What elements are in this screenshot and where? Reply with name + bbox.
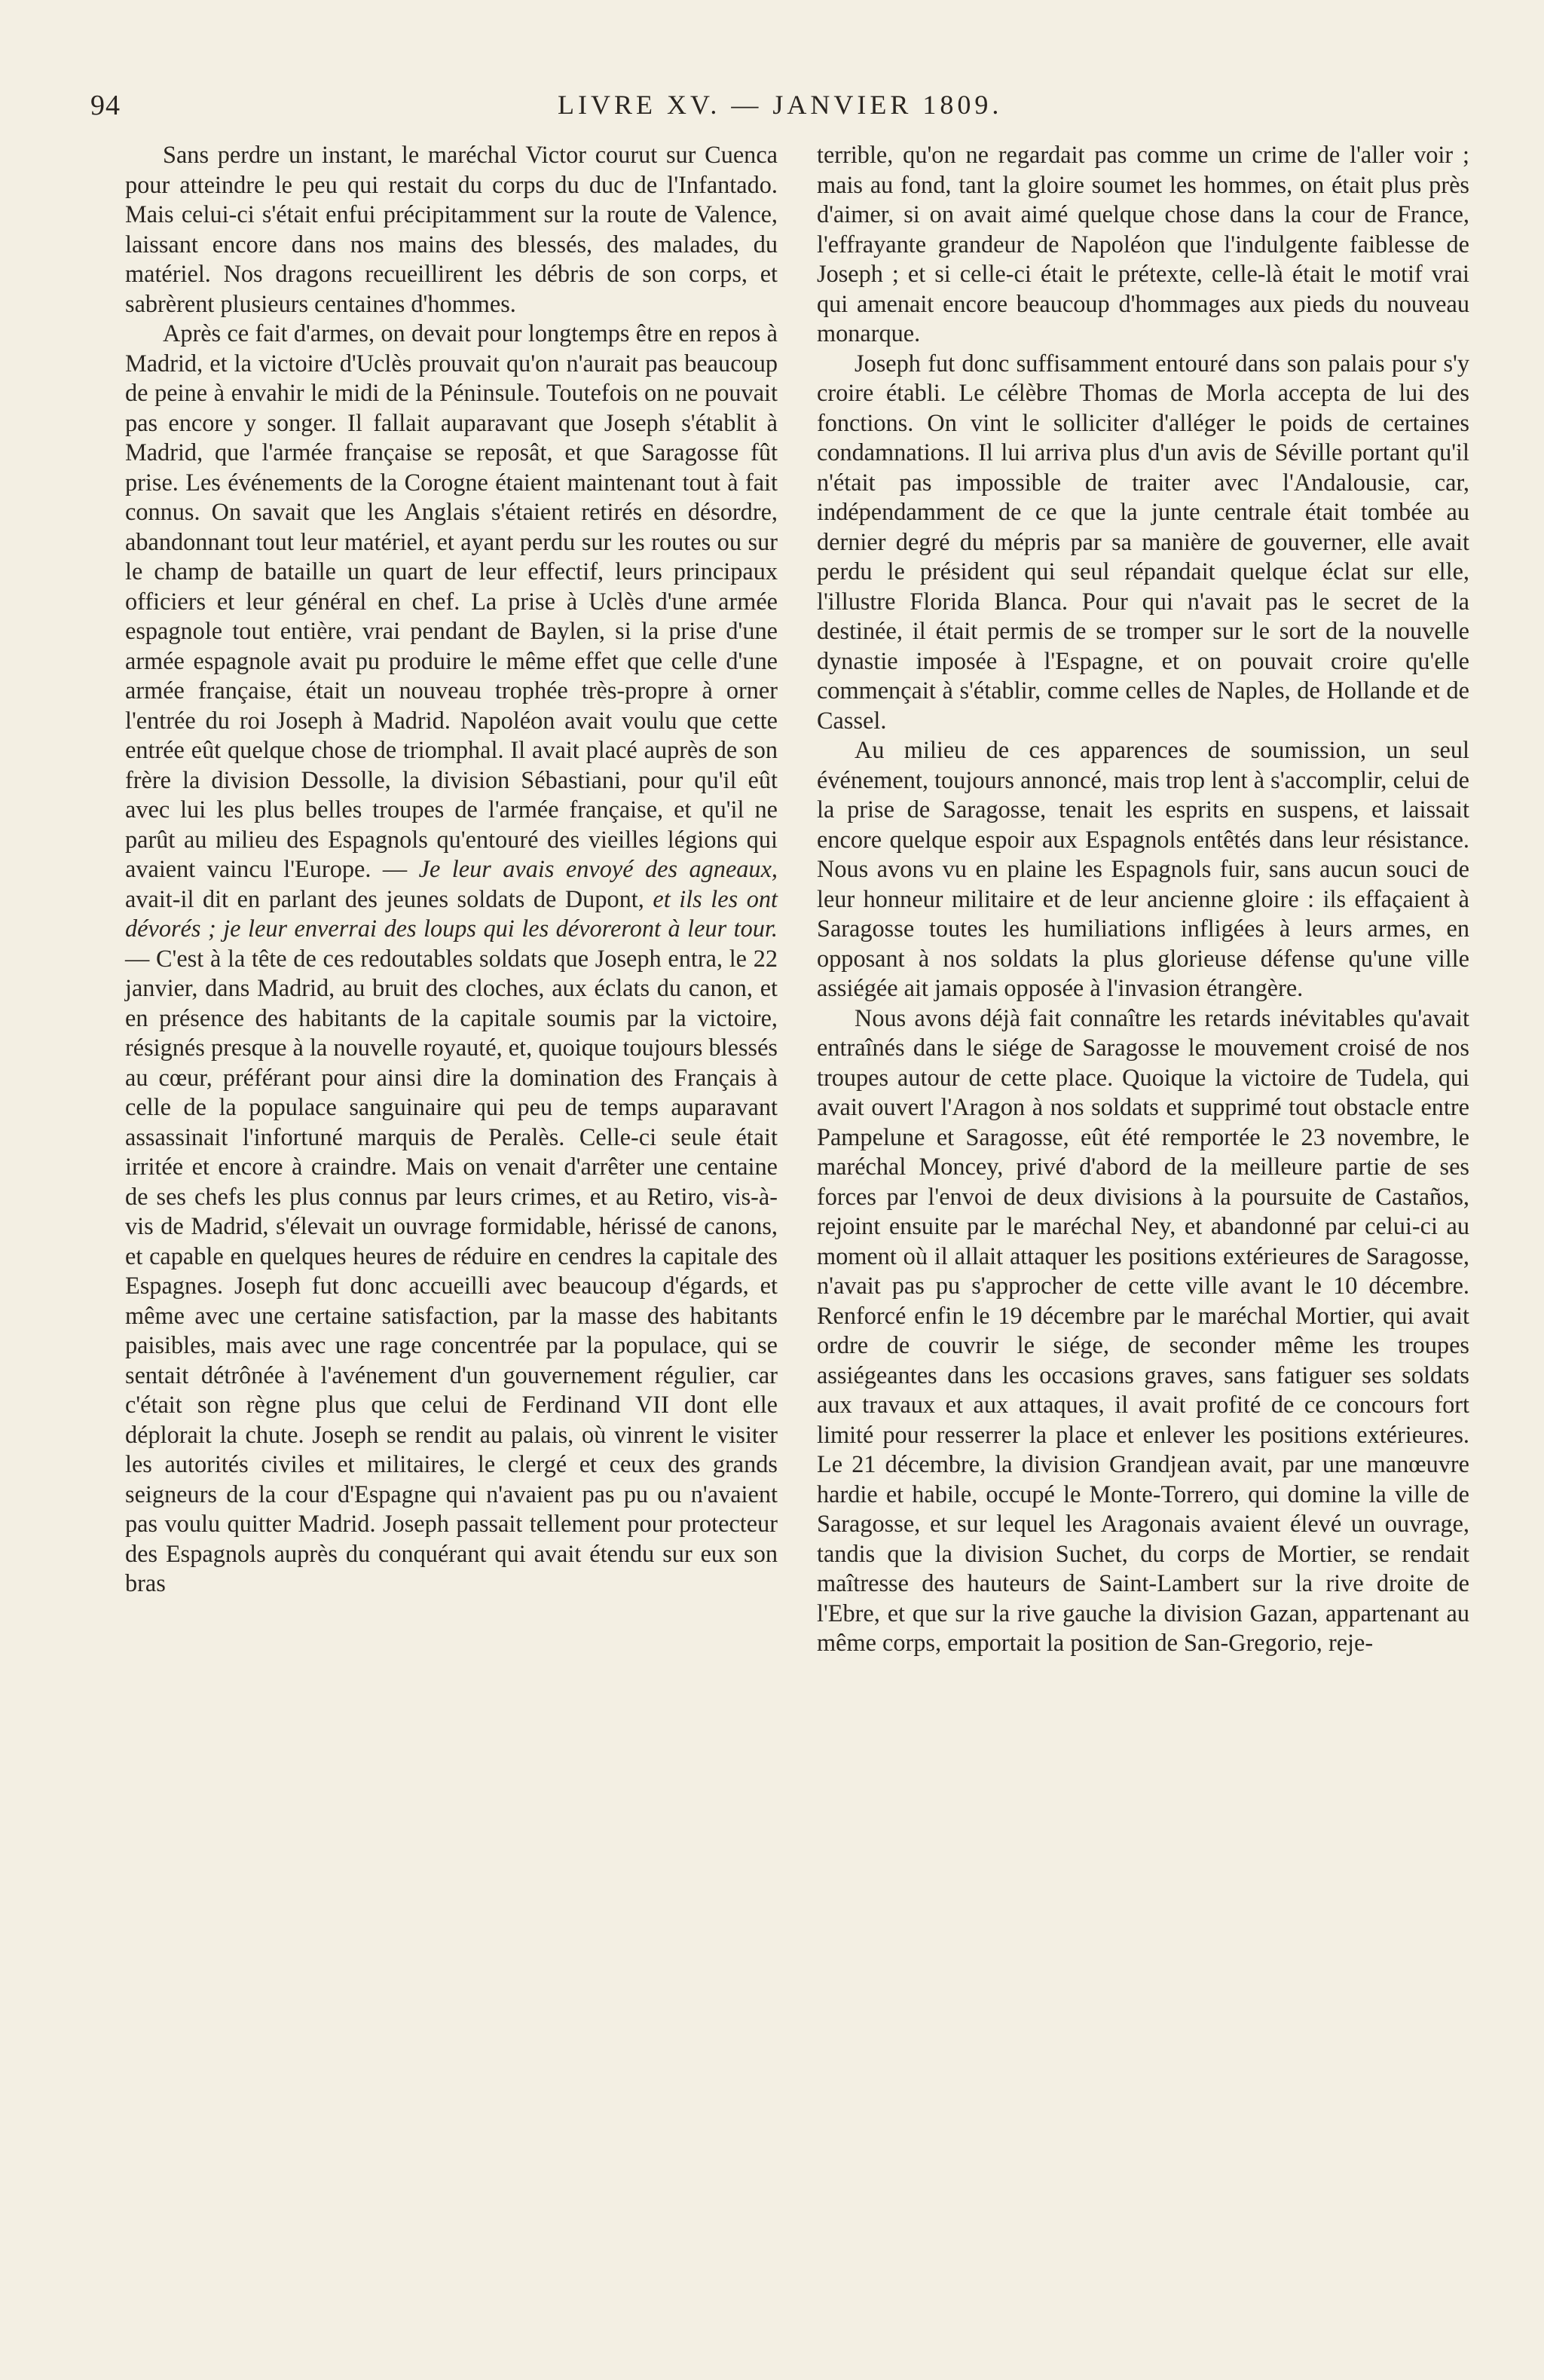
- running-title: LIVRE XV. — JANVIER 1809.: [558, 90, 1003, 120]
- left-column: [125, 140, 778, 1599]
- right-paragraph-4: Nous avons déjà fait connaître les retards inévitables qu'avait entraînés dans le siége de Saragosse le mouvement croisé de nos troupes autour de cette place. Quoique la victoire de Tudela, qui avait ouvert l'Aragon à nos soldats et supprimé tout obstacle entre Pampelune et Saragosse, eût été remportée le 23 novembre, le maréchal Moncey, privé d'abord de la meilleure partie de ses forces par l'envoi de deux divisions à la poursuite de Castaños, rejoint ensuite par le maréchal Ney, et abandonné par celui-ci au moment où il allait attaquer les positions extérieures de Saragosse, n'avait pas pu s'approcher de cette ville avant le 10 décembre. Renforcé enfin le 19 décembre par le maréchal Mortier, qui avait ordre de couvrir le siége, de seconder même les troupes assiégeantes dans les occasions graves, sans fatiguer ses soldats aux travaux et aux attaques, il avait profité de ce concours fort limité pour resserrer la place et enlever les positions extérieures. Le 21 décembre, la division Grandjean avait, par une manœuvre hardie et habile, occupé le Monte-Torrero, qui domine la ville de Saragosse, et sur lequel les Aragonais avaient élevé un ouvrage, tandis que la division Suchet, du corps de Mortier, se rendait maîtresse des hauteurs de Saint-Lambert sur la rive droite de l'Ebre, et que sur la rive gauche la division Gazan, appartenant au même corps, emportait la position de San-Gregorio, reje-: [817, 1004, 1469, 1656]
- left-paragraph-2-text-c: — C'est à la tête de ces redoutables soldats que Joseph entra, le 22 janvier, dans Madrid, au bruit des cloches, aux éclats du canon, et en présence des habitants de la capitale soumis par la victoire, résignés presque à la nouvelle royauté, et, quoique toujours blessés au cœur, préférant pour ainsi dire la domination des Français à celle de la populace sanguinaire qui peu de temps auparavant assassinait l'infortuné marquis de Peralès. Celle-ci seule était irritée et encore à craindre. Mais on venait d'arrêter une centaine de ses chefs les plus connus par leurs crimes, et au Retiro, vis-à-vis de Madrid, s'élevait un ouvrage formidable, hérissé de canons, et capable en quelques heures de réduire en cendres la capitale des Espagnes. Joseph fut donc accueilli avec beaucoup d'égards, et même avec une certaine satisfaction, par la masse des habitants paisibles, mais avec une rage concentrée par la populace, qui se sentait détrônée à l'avénement d'un gouvernement régulier, car c'était son règne plus que celui de Ferdinand VII dont elle déplorait la chute. Joseph se rendit au palais, où vinrent le visiter les autorités civiles et militaires, le clergé et ceux des grands seigneurs de la cour d'Espagne qui n'avaient pas pu ou n'avaient pas voulu quitter Madrid. Joseph passait tellement pour protecteur des Espagnols auprès du conquérant qui avait étendu sur eux son bras: [125, 944, 778, 1596]
- right-paragraph-3: Au milieu de ces apparences de soumission, un seul événement, toujours annoncé, mais trop lent à s'accomplir, celui de la prise de Saragosse, tenait les esprits en suspens, et laissait encore quelque espoir aux Espagnols entêtés dans leur résistance. Nous avons vu en plaine les Espagnols fuir, sans aucun souci de leur honneur militaire et de leur ancienne gloire : ils effaçaient à Saragosse toutes les humiliations infligées à leurs armes, en opposant à nos soldats la plus glorieuse défense qu'une ville assiégée ait jamais opposée à l'invasion étrangère.: [817, 736, 1469, 1001]
- page-number: 94: [90, 90, 121, 121]
- left-paragraph-2: [125, 319, 778, 1599]
- column-gutter: [795, 140, 796, 2363]
- left-paragraph-2-text-a: Après ce fait d'armes, on devait pour longtemps être en repos à Madrid, et la victoire d'Uclès prouvait qu'on n'aurait pas beaucoup de peine à envahir le midi de la Péninsule. Toutefois on ne pouvait pas encore y songer. Il fallait auparavant que Joseph s'établit à Madrid, que l'armée française se reposât, et que Saragosse fût prise. Les événements de la Corogne étaient maintenant tout à fait connus. On savait que les Anglais s'étaient retirés en désordre, abandonnant tout leur matériel, et ayant perdu sur les routes ou sur le champ de bataille un quart de leur effectif, leurs principaux officiers et leur général en chef. La prise à Uclès d'une armée espagnole tout entière, vrai pendant de Baylen, si la prise d'une armée espagnole avait pu produire le même effet que celle d'une armée française, était un nouveau trophée très-propre à orner l'entrée du roi Joseph à Madrid. Napoléon avait voulu que cette entrée eût quelque chose de triomphal. Il avait placé auprès de son frère la division Dessolle, la division Sébastiani, pour qu'il eût avec lui les plus belles troupes de l'armée française, et qu'il ne parût au milieu des Espagnols qu'entouré des vieilles légions qui avaient vaincu l'Europe. —: [125, 319, 778, 882]
- running-head: [90, 89, 1477, 134]
- right-column: [817, 140, 1469, 1658]
- right-paragraph-2: Joseph fut donc suffisamment entouré dans son palais pour s'y croire établi. Le célèbre Thomas de Morla accepta de lui des fonctions. On vint le solliciter d'alléger le poids de certaines condamnations. Il lui arriva plus d'un avis de Séville portant qu'il n'était pas impossible de traiter avec l'Andalousie, car, indépendamment de ce que la junte centrale était tombée au dernier degré du mépris par sa manière de gouverner, elle avait perdu le président qui seul répandait quelque éclat sur elle, l'illustre Florida Blanca. Pour qui n'avait pas le secret de la destinée, il était permis de se tromper sur le sort de la nouvelle dynastie imposée à l'Espagne, et on pouvait croire qu'elle commençait à s'établir, comme celles de Naples, de Hollande et de Cassel.: [817, 349, 1469, 734]
- napoleon-quote-2: et ils les ont dévorés ; je leur enverrai des loups qui les dévoreront à leur tour.: [125, 884, 778, 942]
- left-paragraph-2-text-b: avait-il dit en parlant des jeunes soldats de Dupont,: [125, 884, 653, 912]
- napoleon-quote-1: Je leur avais envoyé des agneaux,: [418, 855, 778, 882]
- right-paragraph-1-continued: terrible, qu'on ne regardait pas comme un crime de l'aller voir ; mais au fond, tant la gloire soumet les hommes, on était plus près d'aimer, si on avait aimé quelque chose dans la cour de France, l'effrayante grandeur de Napoléon que l'indulgente faiblesse de Joseph ; et si celle-ci était le prétexte, celle-là était le motif vrai qui amenait encore beaucoup d'hommages aux pieds du nouveau monarque.: [817, 141, 1469, 347]
- left-paragraph-1: Sans perdre un instant, le maréchal Victor courut sur Cuenca pour atteindre le peu qui restait du corps du duc de l'Infantado. Mais celui-ci s'était enfui précipitamment sur la route de Valence, laissant encore dans nos mains des blessés, des malades, du matériel. Nos dragons recueillirent les débris de son corps, et sabrèrent plusieurs centaines d'hommes.: [125, 141, 778, 317]
